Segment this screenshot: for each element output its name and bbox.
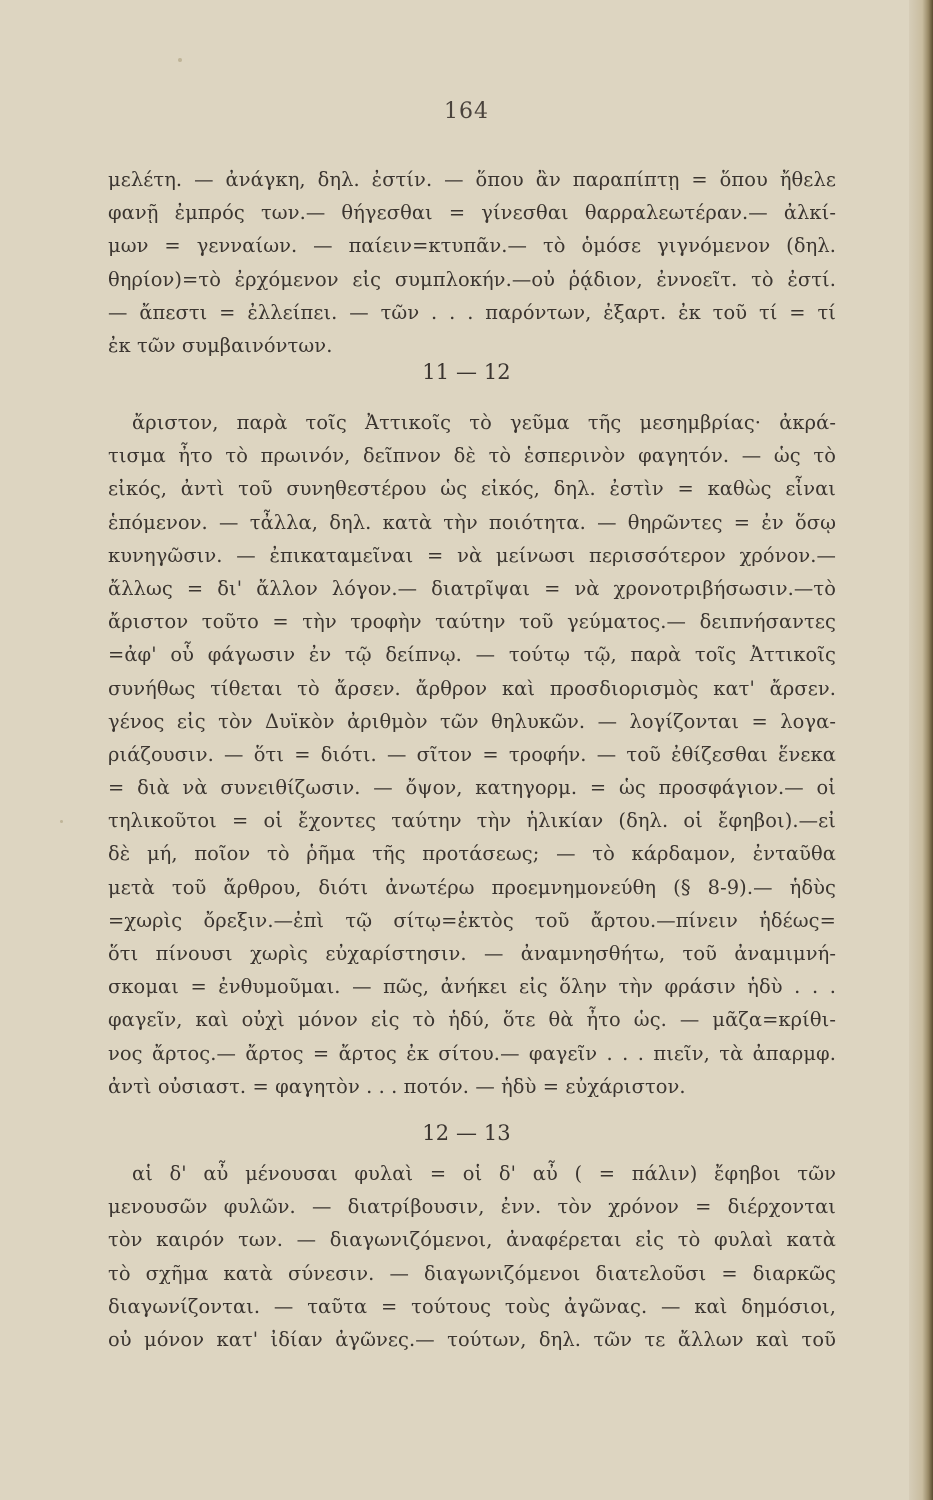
text-line: ἄλλως = δι' ἄλλον λόγον.— διατρῖψαι = νὰ χρονοτριβήσωσιν.—τὸ (108, 576, 836, 600)
text-line: ἀντὶ οὐσιαστ. = φαγητὸν . . . ποτόν. — ἡδὺ = εὐχάριστον. (108, 1074, 686, 1098)
text-line: ἄριστον τοῦτο = τὴν τροφὴν ταύτην τοῦ γεύματος.— δειπνήσαντες (108, 610, 836, 634)
text-line: μετὰ τοῦ ἄρθρου, διότι ἀνωτέρω προεμνημονεύθη (§ 8-9).— ἡδὺς (108, 875, 836, 899)
section-heading-11-12: 11 — 12 (422, 360, 511, 384)
text-line: σκομαι = ἐνθυμοῦμαι. — πῶς, ἀνήκει εἰς ὅλην τὴν φράσιν ἡδὺ . . . (108, 975, 836, 999)
text-line: συνήθως τίθεται τὸ ἄρσεν. ἄρθρον καὶ προσδιορισμὸς κατ' ἄρσεν. (108, 676, 836, 700)
text-line: ὅτι πίνουσι χωρὶς εὐχαρίστησιν. — ἀναμνησθήτω, τοῦ ἀναμιμνή- (108, 942, 836, 965)
text-line: διαγωνίζονται. — ταῦτα = τούτους τοὺς ἀγῶνας. — καὶ δημόσιοι, (108, 1294, 836, 1318)
text-line: ἄριστον, παρὰ τοῖς Ἀττικοῖς τὸ γεῦμα τῆς μεσημβρίας· ἀκρά- (132, 411, 836, 434)
text-line: = διὰ νὰ συνειθίζωσιν. — ὄψον, κατηγορμ. = ὡς προσφάγιον.— οἱ (108, 776, 836, 800)
text-line: ἐκ τῶν συμβαινόντων. (108, 333, 333, 357)
section-heading-12-13: 12 — 13 (422, 1121, 511, 1145)
text-line: μενουσῶν φυλῶν. — διατρίβουσιν, ἐνν. τὸν χρόνον = διέρχονται (108, 1195, 836, 1219)
text-line: κυνηγῶσιν. — ἐπικαταμεῖναι = νὰ μείνωσι περισσότερον χρόνον.— (108, 543, 836, 567)
text-line: =χωρὶς ὄρεξιν.—ἐπὶ τῷ σίτῳ=ἐκτὸς τοῦ ἄρτου.—πίνειν ἡδέως= (108, 908, 836, 932)
text-line: οὐ μόνον κατ' ἰδίαν ἀγῶνες.— τούτων, δηλ. τῶν τε ἄλλων καὶ τοῦ (108, 1327, 836, 1351)
text-line: μελέτη. — ἀνάγκη, δηλ. ἐστίν. — ὅπου ἂν παραπίπτῃ = ὅπου ἤθελε (108, 168, 836, 191)
text-line: τὸν καιρόν των. — διαγωνιζόμενοι, ἀναφέρεται εἰς τὸ φυλαὶ κατὰ (108, 1228, 836, 1252)
text-line: ριάζουσιν. — ὅτι = διότι. — σῖτον = τροφήν. — τοῦ ἐθίζεσθαι ἕνεκα (108, 742, 836, 766)
page-number: 164 (444, 99, 489, 124)
text-line: φανῇ ἐμπρός των.— θήγεσθαι = γίνεσθαι θαρραλεωτέραν.— ἀλκί- (108, 201, 836, 225)
text-line: φαγεῖν, καὶ οὐχὶ μόνον εἰς τὸ ἡδύ, ὅτε θὰ ἦτο ὡς. — μᾶζα=κρίθι- (108, 1008, 836, 1032)
paper-spot (60, 820, 63, 823)
text-line: εἰκός, ἀντὶ τοῦ συνηθεστέρου ὡς εἰκός, δηλ. ἐστὶν = καθὼς εἶναι (108, 477, 836, 501)
text-line: τηλικοῦτοι = οἱ ἔχοντες ταύτην τὴν ἡλικίαν (δηλ. οἱ ἔφηβοι).—εἰ (108, 809, 836, 833)
text-line: θηρίον)=τὸ ἐρχόμενον εἰς συμπλοκήν.—οὐ ῥᾴδιον, ἐννοεῖτ. τὸ ἐστί. (108, 267, 836, 291)
paragraph-notes-12-13 (108, 1157, 836, 1356)
text-line: — ἄπεστι = ἐλλείπει. — τῶν . . . παρόντων, ἐξαρτ. ἐκ τοῦ τί = τί (108, 300, 836, 324)
text-line: δὲ μή, ποῖον τὸ ῥῆμα τῆς προτάσεως; — τὸ κάρδαμον, ἐνταῦθα (108, 842, 836, 866)
paragraph-notes-11-12 (108, 406, 836, 1103)
paper-spot (178, 58, 182, 62)
text-line: τὸ σχῆμα κατὰ σύνεσιν. — διαγωνιζόμενοι διατελοῦσι = διαρκῶς (108, 1261, 836, 1285)
text-line: ἑπόμενον. — τἆλλα, δηλ. κατὰ τὴν ποιότητα. — θηρῶντες = ἐν ὅσῳ (108, 510, 836, 534)
text-line: αἱ δ' αὖ μένουσαι φυλαὶ = οἱ δ' αὖ ( = πάλιν) ἔφηβοι τῶν (132, 1162, 836, 1185)
text-line: γένος εἰς τὸν Δυϊκὸν ἀριθμὸν τῶν θηλυκῶν. — λογίζονται = λογα- (108, 709, 836, 733)
text-line: μων = γενναίων. — παίειν=κτυπᾶν.— τὸ ὁμόσε γιγνόμενον (δηλ. (108, 234, 836, 258)
text-line: =ἀφ' οὗ φάγωσιν ἐν τῷ δείπνῳ. — τούτῳ τῷ, παρὰ τοῖς Ἀττικοῖς (108, 643, 836, 667)
paragraph-notes-10-11 (108, 163, 836, 362)
book-page-edge (909, 0, 933, 1500)
text-line: τισμα ἦτο τὸ πρωινόν, δεῖπνον δὲ τὸ ἑσπερινὸν φαγητόν. — ὡς τὸ (108, 444, 836, 468)
text-line: νος ἄρτος.— ἄρτος = ἄρτος ἐκ σίτου.— φαγεῖν . . . πιεῖν, τὰ ἀπαρμφ. (108, 1041, 836, 1065)
